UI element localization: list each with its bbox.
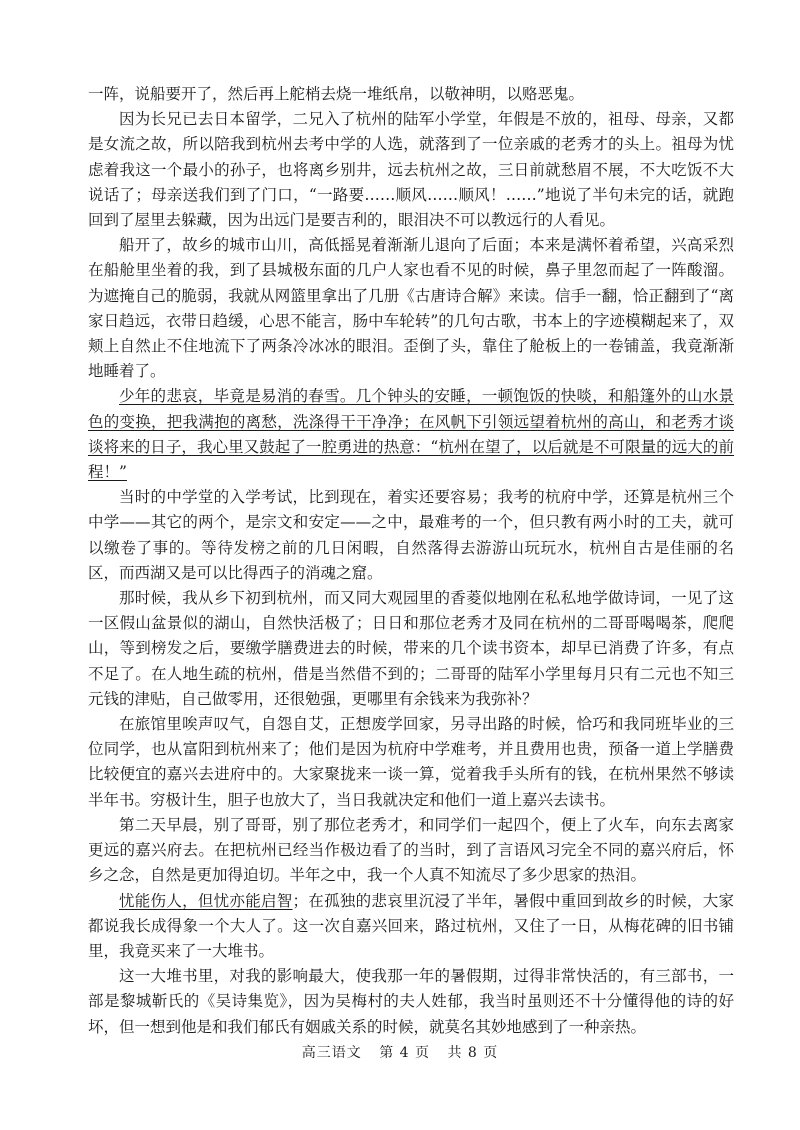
paragraph-10: 这一大堆书里，对我的影响最大，使我那一年的暑假期，过得非常快活的，有三部书，一部是黎城靳氏的《吴诗集览》，因为吴梅村的夫人姓郁，我当时虽则还不十分懂得他的诗的好坏，但一想到他是和我们郁氏有姻戚关系的时候，就莫名其妙地感到了一种亲热。 bbox=[88, 967, 734, 1036]
paragraph-2: 因为长兄已去日本留学，二兄入了杭州的陆军小学堂，年假是不放的，祖母、母亲，又都是女流之故，所以陪我到杭州去考中学的人选，就落到了一位亲戚的老秀才的头上。祖母为忧虑着我这一个最小的孙子，也将离乡别井，远去杭州之故，三日前就愁眉不展，不大吃饭不大说话了；母亲送我们到了门口，“一路要……顺风……顺风！……”地说了半句未完的话，就跑回到了屋里去躲藏，因为出远门是要吉利的，眼泪决不可以教远行的人看见。 bbox=[88, 110, 734, 230]
paragraph-3: 船开了，故乡的城市山川，高低摇晃着渐渐儿退向了后面；本来是满怀着希望，兴高采烈在船舱里坐着的我，到了县城极东面的几户人家也看不见的时候，鼻子里忽而起了一阵酸溜。为遮掩自己的脆弱，我就从网篮里拿出了几册《古唐诗合解》来读。信手一翻，恰正翻到了“离家日趋远，衣带日趋缓，心思不能言，肠中车轮转”的几句古歌，书本上的字迹模糊起来了，双颊上自然止不住地流下了两条冷冰冰的眼泪。歪倒了头，靠住了舱板上的一卷铺盖，我竟渐渐地睡着了。 bbox=[88, 236, 734, 381]
underlined-phrase: 忧能伤人，但忧亦能启智 bbox=[119, 891, 293, 910]
footer-subject: 高三语文 bbox=[301, 1045, 362, 1061]
footer-page-number: 第 4 页 bbox=[379, 1045, 430, 1061]
page-footer bbox=[0, 1042, 800, 1062]
paragraph-4-underlined bbox=[88, 384, 734, 485]
paragraph-9 bbox=[88, 889, 734, 965]
footer-total-pages: 共 8 页 bbox=[447, 1045, 499, 1061]
paragraph-6: 那时候，我从乡下初到杭州，而又同大观园里的香菱似地刚在私私地学做诗词，一见了这一区假山盆景似的湖山，自然快活极了；日日和那位老秀才及同在杭州的二哥哥喝喝茶，爬爬山，等到榜发之后，要缴学膳费进去的时候，带来的几个读书资本，却早已消费了许多，有点不足了。在人地生疏的杭州，借是当然借不到的；二哥哥的陆军小学里每月只有二元也不知三元钱的津贴，自己做零用，还很勉强，更哪里有余钱来为我弥补？ bbox=[88, 589, 734, 708]
paragraph-7: 在旅馆里唉声叹气，自怨自艾，正想废学回家，另寻出路的时候，恰巧和我同班毕业的三位同学，也从富阳到杭州来了；他们是因为杭府中学难考，并且费用也贵，预备一道上学膳费比较便宜的嘉兴去进府中的。大家聚拢来一谈一算，觉着我手头所有的钱，在杭州果然不够读半年书。穷极计生，胆子也放大了，当日我就决定和他们一道上嘉兴去读书。 bbox=[88, 715, 734, 809]
paragraph-5: 当时的中学堂的入学考试，比到现在，着实还要容易；我考的杭府中学，还算是杭州三个中学——其它的两个，是宗文和安定——之中，最难考的一个，但只教有两小时的工夫，就可以缴卷了事的。等待发榜之前的几日闲暇，自然落得去游游山玩玩水，杭州自古是佳丽的名区，而西湖又是可以比得西子的消魂之窟。 bbox=[88, 488, 734, 582]
paragraph-9-rest: ；在孤独的悲哀里沉浸了半年，暑假中重回到故乡的时候，大家都说我长成得象一个大人了。这一次自嘉兴回来，路过杭州，又住了一日，从梅花碑的旧书铺里，我竟买来了一大堆书。 bbox=[88, 891, 734, 960]
paragraph-1: 一阵，说船要开了，然后再上舵梢去烧一堆纸帛，以敬神明，以赂恶鬼。 bbox=[88, 85, 585, 103]
paragraph-8: 第二天早晨，别了哥哥，别了那位老秀才，和同学们一起四个，便上了火车，向东去离家更远的嘉兴府去。在把杭州已经当作极边看了的当时，到了言语风习完全不同的嘉兴府后，怀乡之念，自然是更加得迫切。半年之中，我一个人真不知流尽了多少思家的热泪。 bbox=[88, 815, 734, 885]
underlined-passage: 少年的悲哀，毕竟是易消的春雪。几个钟头的安睡，一顿饱饭的快啖，和船篷外的山水景色的变换，把我满抱的离愁，洗涤得干干净净；在风帆下引领远望着杭州的高山，和老秀才谈谈将来的日子，我心里又鼓起了一腔勇进的热意：“杭州在望了，以后就是不可限量的远大的前程！” bbox=[88, 387, 734, 482]
